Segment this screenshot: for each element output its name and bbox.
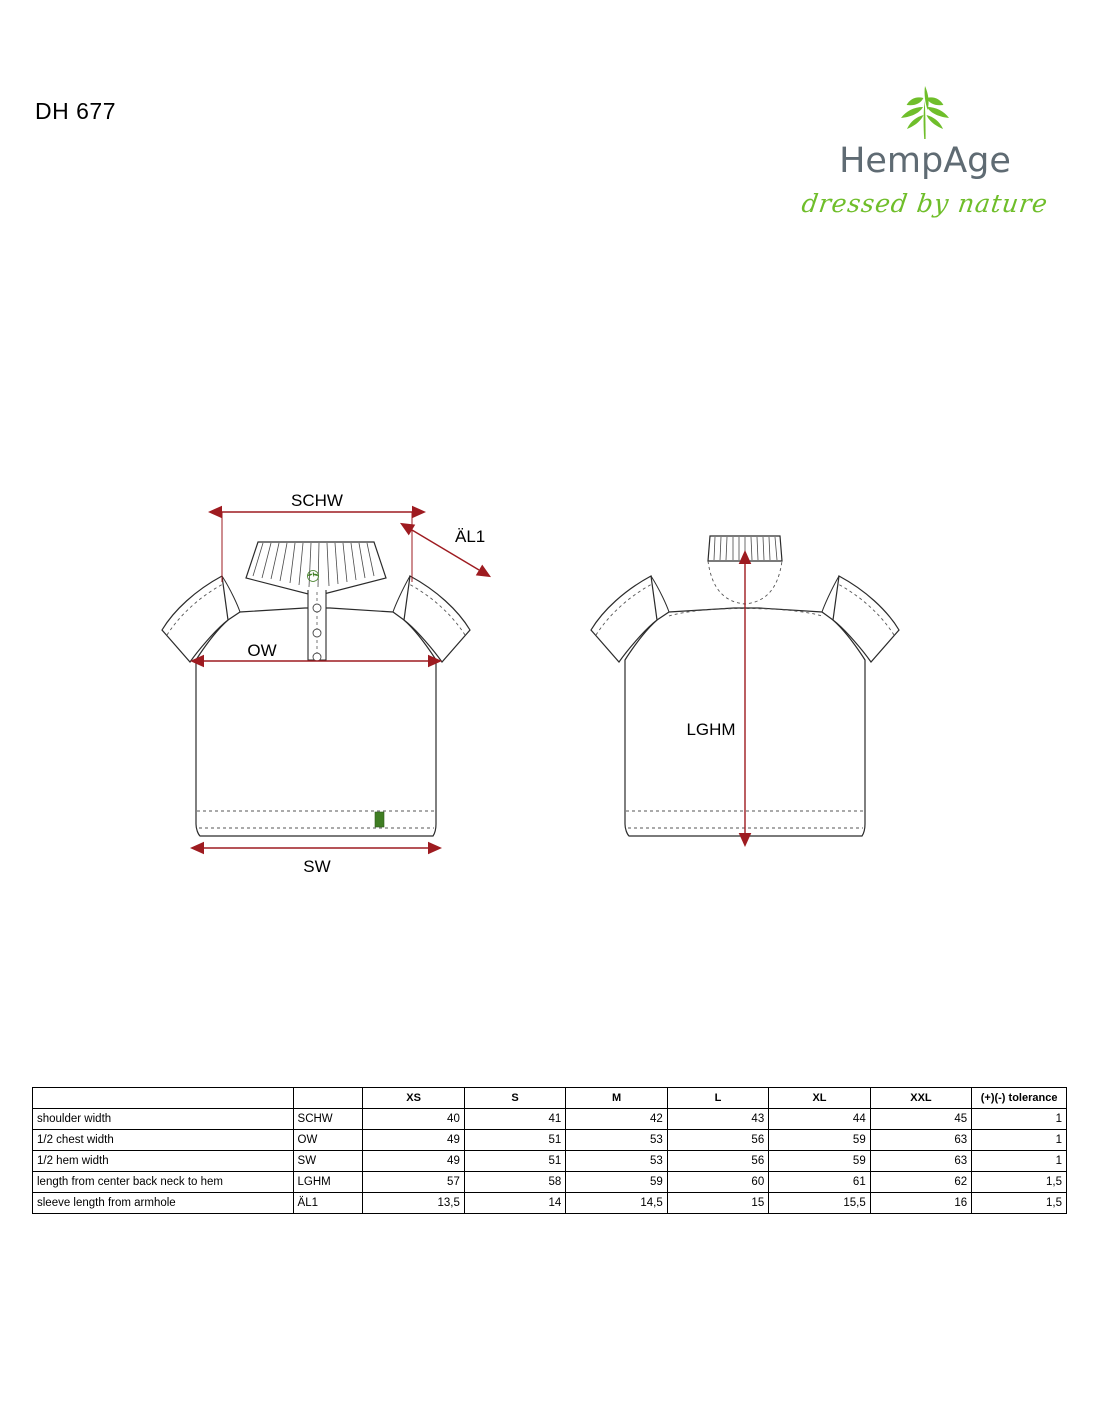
cell-s: 51 — [464, 1151, 565, 1172]
brand-logo — [795, 82, 1055, 218]
row-description: shoulder width — [33, 1109, 294, 1130]
cell-m: 14,5 — [566, 1193, 668, 1214]
row-code: SCHW — [293, 1109, 363, 1130]
table-row — [33, 1130, 1067, 1151]
cell-l: 43 — [667, 1109, 768, 1130]
cell-m: 53 — [566, 1130, 668, 1151]
cell-xxl: 62 — [870, 1172, 971, 1193]
cell-m: 42 — [566, 1109, 668, 1130]
header-size-l: L — [667, 1088, 768, 1109]
cell-xl: 61 — [769, 1172, 871, 1193]
table-row — [33, 1109, 1067, 1130]
header-tolerance: (+)(-) tolerance — [972, 1088, 1067, 1109]
label-ow: OW — [247, 641, 277, 660]
cell-s: 41 — [464, 1109, 565, 1130]
label-schw: SCHW — [291, 491, 343, 510]
header-size-s: S — [464, 1088, 565, 1109]
header-code — [293, 1088, 363, 1109]
row-code: SW — [293, 1151, 363, 1172]
row-description: 1/2 chest width — [33, 1130, 294, 1151]
label-al1: ÄL1 — [455, 527, 486, 546]
cell-tolerance: 1 — [972, 1130, 1067, 1151]
cell-s: 14 — [464, 1193, 565, 1214]
cell-tolerance: 1 — [972, 1151, 1067, 1172]
header-size-xs: XS — [363, 1088, 465, 1109]
cell-l: 56 — [667, 1130, 768, 1151]
table-row — [33, 1151, 1067, 1172]
table-row — [33, 1172, 1067, 1193]
cell-l: 60 — [667, 1172, 768, 1193]
cell-xs: 13,5 — [363, 1193, 465, 1214]
cell-xxl: 63 — [870, 1151, 971, 1172]
label-lghm: LGHM — [686, 720, 736, 739]
cell-m: 53 — [566, 1151, 668, 1172]
row-code: ÄL1 — [293, 1193, 363, 1214]
table-header-row — [33, 1088, 1067, 1109]
cell-xl: 15,5 — [769, 1193, 871, 1214]
cell-xs: 49 — [363, 1151, 465, 1172]
label-sw: SW — [303, 857, 331, 876]
header-size-xl: XL — [769, 1088, 871, 1109]
brand-name: HempAge — [839, 141, 1011, 181]
hemp-leaf-icon — [795, 82, 1055, 140]
row-code: LGHM — [293, 1172, 363, 1193]
cell-xs: 49 — [363, 1130, 465, 1151]
technical-drawing — [0, 430, 1100, 930]
cell-tolerance: 1,5 — [972, 1172, 1067, 1193]
brand-tagline: dressed by nature — [799, 189, 1051, 218]
cell-m: 59 — [566, 1172, 668, 1193]
cell-xxl: 63 — [870, 1130, 971, 1151]
front-view-polo — [162, 542, 470, 836]
cell-xl: 44 — [769, 1109, 871, 1130]
row-code: OW — [293, 1130, 363, 1151]
cell-tolerance: 1 — [972, 1109, 1067, 1130]
size-chart-table — [32, 1087, 1067, 1214]
cell-tolerance: 1,5 — [972, 1193, 1067, 1214]
cell-xl: 59 — [769, 1151, 871, 1172]
row-description: sleeve length from armhole — [33, 1193, 294, 1214]
table-row — [33, 1193, 1067, 1214]
cell-s: 51 — [464, 1130, 565, 1151]
cell-xxl: 16 — [870, 1193, 971, 1214]
cell-l: 15 — [667, 1193, 768, 1214]
cell-xxl: 45 — [870, 1109, 971, 1130]
row-description: length from center back neck to hem — [33, 1172, 294, 1193]
cell-xl: 59 — [769, 1130, 871, 1151]
page-title: DH 677 — [35, 98, 116, 124]
cell-xs: 57 — [363, 1172, 465, 1193]
header-size-m: M — [566, 1088, 668, 1109]
cell-xs: 40 — [363, 1109, 465, 1130]
header-size-xxl: XXL — [870, 1088, 971, 1109]
cell-s: 58 — [464, 1172, 565, 1193]
header-measure — [33, 1088, 294, 1109]
row-description: 1/2 hem width — [33, 1151, 294, 1172]
cell-l: 56 — [667, 1151, 768, 1172]
